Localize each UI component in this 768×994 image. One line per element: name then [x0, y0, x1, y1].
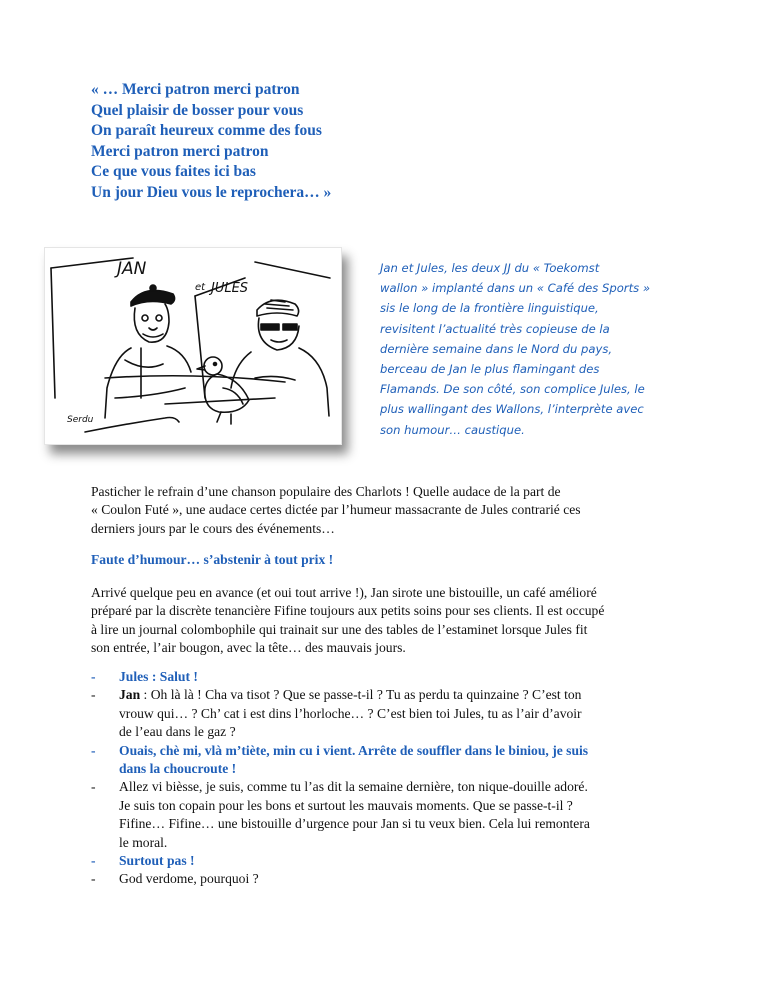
paragraph-line: Arrivé quelque peu en avance (et oui tout arrive !), Jan sirote une bistouille, un café amélioré — [91, 585, 597, 600]
dialogue-item — [91, 686, 691, 741]
dialogue-text: Je suis ton copain pour les bons et surtout les mauvais moments. Que se passe-t-il ? — [119, 797, 573, 813]
paragraph-line: préparé par la discrète tenancière Fifine toujours aux petits soins pour ses clients. Il est occupé — [91, 603, 605, 619]
dialogue-text: Ouais, chè mi, vlà m’tiète, min cu i vient. Arrête de souffler dans le biniou, je suis — [119, 742, 589, 758]
jules-figure — [231, 300, 329, 416]
paragraph-line: Pasticher le refrain d’une chanson populaire des Charlots ! Quelle audace de la part de — [91, 484, 561, 499]
label-jan: JAN — [117, 259, 147, 279]
dialogue-text: Allez vi bièsse, je suis, comme tu l’as dit la semaine dernière, ton nique-douille adoré. — [119, 779, 588, 795]
caption-line: wallon » implanté dans un « Café des Sports » — [380, 281, 650, 296]
list-dash: - — [91, 853, 96, 869]
caption-line: Jan et Jules, les deux JJ du « Toekomst — [380, 261, 600, 275]
jan-figure — [105, 285, 191, 418]
caption-line: plus wallingant des Wallons, l’interprète avec — [380, 402, 644, 417]
dialogue-text: God verdome, pourquoi ? — [119, 871, 259, 887]
narrative-paragraph — [91, 584, 681, 658]
caption-line: dernière semaine dans le Nord du pays, — [380, 341, 613, 356]
poem-line: Ce que vous faites ici bas — [91, 163, 256, 180]
cartoon-illustration — [44, 247, 342, 445]
poem-line: Un jour Dieu vous le reprochera… » — [91, 183, 332, 201]
paragraph-line: « Coulon Futé », une audace certes dictée par l’humeur massacrante de Jules contrarié ces — [91, 502, 581, 518]
list-dash: - — [91, 871, 96, 887]
list-dash: - — [91, 779, 96, 795]
dialogue-text: Surtout pas ! — [119, 853, 195, 869]
caption-line: revisitent l’actualité très copieuse de la — [380, 321, 610, 336]
dialogue-text: Fifine… Fifine… une bistouille d’urgence pour Jan si tu veux bien. Cela lui remontera — [119, 816, 590, 832]
intro-paragraph — [91, 483, 681, 538]
dialogue-item — [91, 870, 691, 888]
dialogue-item — [91, 668, 691, 686]
artist-signature: Serdu — [67, 415, 94, 425]
poem-line: Merci patron merci patron — [91, 142, 269, 160]
dialogue-text: de l’eau dans le gaz ? — [119, 724, 236, 740]
poem-line: « … Merci patron merci patron — [91, 81, 300, 98]
poem-line: On paraît heureux comme des fous — [91, 122, 322, 139]
pigeon-drawing — [197, 357, 249, 424]
caption-line: son humour… caustique. — [380, 422, 525, 437]
paragraph-line: son entrée, l’air bougon, avec la tête… des mauvais jours. — [91, 640, 406, 656]
dialogue-text: dans la choucroute ! — [119, 761, 237, 777]
label-et: et — [195, 282, 206, 293]
list-dash: - — [91, 742, 96, 758]
dialogue-list — [91, 668, 691, 889]
label-jules: JULES — [211, 281, 249, 296]
poem-block — [91, 80, 611, 203]
caption-line: sis le long de la frontière linguistique, — [380, 301, 599, 316]
cartoon-caption — [380, 258, 710, 440]
paragraph-line: derniers jours par le cours des événements… — [91, 520, 335, 536]
list-dash: - — [91, 687, 96, 703]
caption-line: berceau de Jan le plus flamingant des — [380, 362, 600, 377]
list-dash: - — [91, 669, 96, 684]
dialogue-text: le moral. — [119, 834, 168, 850]
paragraph-line: à lire un journal colombophile qui trainait sur une des tables de l’estaminet lorsque Jules fit — [91, 621, 588, 637]
section-heading: Faute d’humour… s’abstenir à tout prix ! — [91, 552, 334, 567]
poem-line: Quel plaisir de bosser pour vous — [91, 101, 304, 119]
cartoon-drawing — [45, 248, 341, 444]
dialogue-item — [91, 852, 691, 870]
dialogue-item — [91, 742, 691, 779]
caption-line: Flamands. De son côté, son complice Jules, le — [380, 382, 645, 397]
speaker-name: Jan — [119, 687, 141, 703]
dialogue-text: vrouw qui… ? Ch’ cat i est dins l’horloche… ? C’est bien toi Jules, tu as l’air d’avoir — [119, 705, 582, 721]
dialogue-text: Jules : Salut ! — [119, 669, 198, 684]
dialogue-item — [91, 778, 691, 852]
dialogue-text: : Oh là là ! Cha va tisot ? Que se passe-t-il ? Tu as perdu ta quinzaine ? C’est ton — [140, 687, 582, 703]
